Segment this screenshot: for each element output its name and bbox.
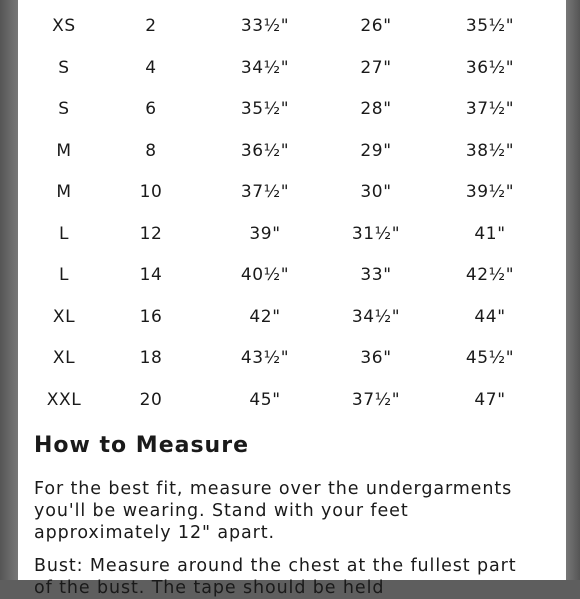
waist-cell: 36" bbox=[360, 348, 392, 368]
table-row bbox=[18, 385, 566, 415]
hip-cell: 35½" bbox=[465, 16, 515, 36]
hip-cell: 44" bbox=[474, 307, 506, 327]
size-chart-document bbox=[18, 0, 566, 598]
numeric-size-cell: 14 bbox=[139, 265, 163, 285]
bust-cell: 39" bbox=[249, 224, 281, 244]
hip-cell: 41" bbox=[474, 224, 506, 244]
bust-cell: 45" bbox=[249, 390, 281, 410]
waist-cell: 37½" bbox=[351, 390, 401, 410]
bust-cell: 37½" bbox=[240, 182, 290, 202]
table-row bbox=[18, 177, 566, 207]
hip-cell: 36½" bbox=[465, 58, 515, 78]
size-label-cell: L bbox=[58, 265, 70, 285]
hip-cell: 42½" bbox=[465, 265, 515, 285]
waist-cell: 28" bbox=[360, 99, 392, 119]
bust-cell: 42" bbox=[249, 307, 281, 327]
size-label-cell: XL bbox=[52, 307, 76, 327]
numeric-size-cell: 10 bbox=[139, 182, 163, 202]
hip-cell: 38½" bbox=[465, 141, 515, 161]
bust-cell: 34½" bbox=[240, 58, 290, 78]
waist-cell: 34½" bbox=[351, 307, 401, 327]
hip-cell: 47" bbox=[474, 390, 506, 410]
waist-cell: 30" bbox=[360, 182, 392, 202]
waist-cell: 29" bbox=[360, 141, 392, 161]
numeric-size-cell: 2 bbox=[145, 16, 157, 36]
table-row bbox=[18, 11, 566, 41]
size-label-cell: S bbox=[58, 99, 70, 119]
table-row bbox=[18, 343, 566, 373]
left-frame-edge bbox=[0, 0, 18, 580]
hip-cell: 39½" bbox=[465, 182, 515, 202]
size-label-cell: XXL bbox=[46, 390, 82, 410]
bust-cell: 35½" bbox=[240, 99, 290, 119]
numeric-size-cell: 12 bbox=[139, 224, 163, 244]
numeric-size-cell: 6 bbox=[145, 99, 157, 119]
table-row bbox=[18, 53, 566, 83]
waist-cell: 26" bbox=[360, 16, 392, 36]
right-frame-edge bbox=[566, 0, 580, 580]
waist-cell: 33" bbox=[360, 265, 392, 285]
numeric-size-cell: 20 bbox=[139, 390, 163, 410]
size-label-cell: L bbox=[58, 224, 70, 244]
size-label-cell: S bbox=[58, 58, 70, 78]
hip-cell: 45½" bbox=[465, 348, 515, 368]
waist-cell: 31½" bbox=[351, 224, 401, 244]
table-row bbox=[18, 136, 566, 166]
bust-cell: 43½" bbox=[240, 348, 290, 368]
table-row bbox=[18, 260, 566, 290]
size-label-cell: M bbox=[56, 141, 72, 161]
waist-cell: 27" bbox=[360, 58, 392, 78]
numeric-size-cell: 4 bbox=[145, 58, 157, 78]
fit-instructions-paragraph: For the best fit, measure over the undergarments you'll be wearing. Stand with your feet approximately 12" apart. bbox=[34, 479, 513, 543]
table-row bbox=[18, 219, 566, 249]
size-label-cell: XL bbox=[52, 348, 76, 368]
hip-cell: 37½" bbox=[465, 99, 515, 119]
bust-cell: 40½" bbox=[240, 265, 290, 285]
bust-cell: 36½" bbox=[240, 141, 290, 161]
size-label-cell: M bbox=[56, 182, 72, 202]
bust-instructions-paragraph: Bust: Measure around the chest at the fullest part of the bust. The tape should be held bbox=[34, 556, 517, 598]
bust-cell: 33½" bbox=[240, 16, 290, 36]
how-to-measure-heading: How to Measure bbox=[34, 433, 249, 458]
numeric-size-cell: 16 bbox=[139, 307, 163, 327]
table-row bbox=[18, 302, 566, 332]
size-label-cell: XS bbox=[52, 16, 76, 36]
numeric-size-cell: 8 bbox=[145, 141, 157, 161]
table-row bbox=[18, 94, 566, 124]
numeric-size-cell: 18 bbox=[139, 348, 163, 368]
